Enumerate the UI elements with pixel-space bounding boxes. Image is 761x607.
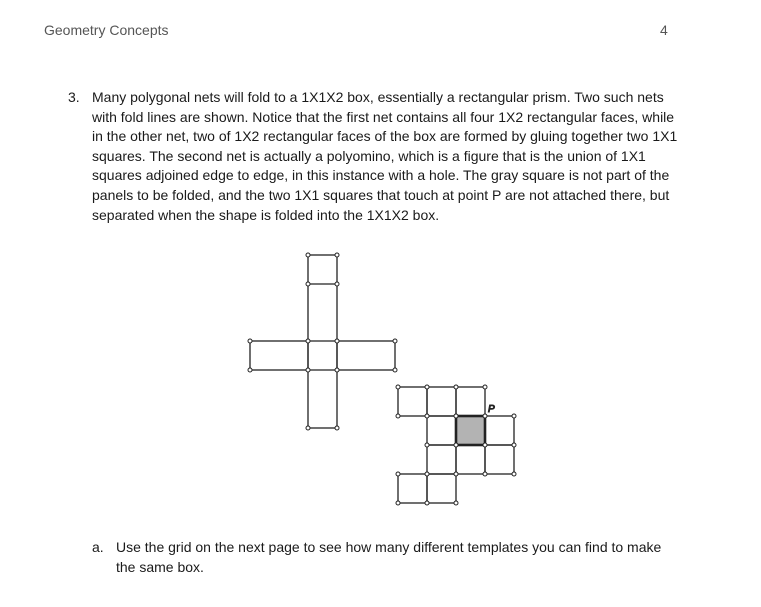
subquestion-a — [92, 538, 682, 577]
cross-net-right-arm — [337, 341, 395, 370]
problem-text: Many polygonal nets will fold to a 1X1X2 box, essentially a rectangular prism. Two such nets with fold lines are shown. Notice that the first net contains all four 1X2 rectangular faces, while in the other net, two of 1X2 rectangular faces of the box are formed by gluing together two 1X1 squares. The second net is actually a polyomino, which is a figure that is the union of 1X1 squares adjoined edge to edge, in this instance with a hole. The gray square is not part of the panels to be folded, and the two 1X1 squares that touch at point P are not attached there, but separated when the shape is folded into the 1X1X2 box. — [92, 89, 678, 223]
subquestion-label: a. — [92, 539, 104, 555]
subquestion-text: Use the grid on the next page to see how many different templates you can find to make the same box. — [116, 539, 662, 575]
cross-net-left-arm — [250, 341, 308, 370]
polyomino-net — [396, 385, 516, 505]
cross-net — [250, 255, 395, 428]
problem-number: 3. — [68, 89, 80, 105]
header-title: Geometry Concepts — [44, 22, 169, 38]
gray-hole-square — [456, 416, 485, 445]
page-number: 4 — [660, 22, 668, 38]
point-p-label: P — [488, 404, 495, 415]
